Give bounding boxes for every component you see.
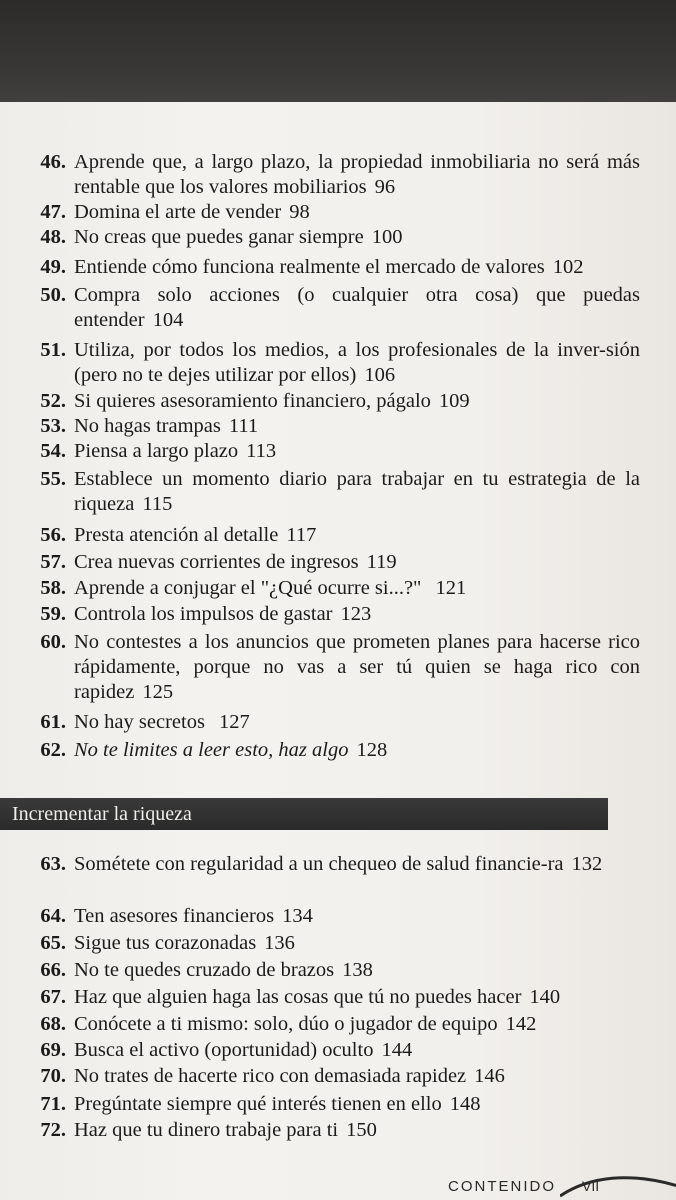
entry-page: 96: [374, 176, 396, 198]
entry-page: 104: [152, 309, 184, 331]
entry-text: [74, 338, 640, 388]
entry-number: 51.: [40, 339, 66, 361]
entry-text: [74, 710, 640, 735]
entry-page: 113: [246, 440, 277, 462]
entry-page: 142: [505, 1013, 537, 1035]
entry-number: 63.: [40, 853, 66, 875]
section-header: Incrementar la riqueza: [0, 798, 608, 830]
entry-title: Busca el activo (oportunidad) oculto: [74, 1039, 374, 1061]
entry-title: Presta atención al detalle: [74, 524, 279, 546]
entry-text: [74, 1038, 640, 1063]
entry-page: 148: [449, 1093, 481, 1115]
entry-text: [74, 1092, 640, 1117]
entry-page: 134: [282, 905, 313, 927]
entry-number: 47.: [40, 201, 66, 223]
entry-page: 146: [474, 1065, 505, 1087]
entry-title: Domina el arte de vender: [74, 201, 282, 223]
entry-text: [74, 255, 640, 280]
entry-number: 50.: [40, 284, 66, 306]
entry-page: 140: [529, 986, 561, 1008]
entry-text: [74, 439, 640, 464]
toc-entry-69: [26, 1038, 626, 1063]
entry-title: Conócete a ti mismo: solo, dúo o jugador de equipo: [74, 1013, 498, 1035]
toc-entry-60: [26, 630, 640, 708]
entry-page: 121: [435, 577, 467, 599]
entry-text: [74, 1064, 640, 1089]
toc-entry-68: [26, 1012, 626, 1037]
running-footer: [448, 1178, 599, 1195]
entry-number: 66.: [40, 959, 66, 981]
toc-entry-56: [26, 523, 626, 548]
entry-title: No trates de hacerte rico con demasiada rapidez: [74, 1065, 467, 1087]
entry-text: [74, 630, 640, 705]
entry-title: No hagas trampas: [74, 415, 221, 437]
entry-number: 48.: [40, 226, 66, 248]
entry-text: [74, 985, 640, 1010]
entry-number: 62.: [40, 739, 66, 761]
entry-text: [74, 550, 640, 575]
toc-entry-46: [26, 150, 640, 200]
toc-entry-55: [26, 467, 640, 517]
toc-entry-66: [26, 958, 626, 983]
entry-text: [74, 852, 640, 877]
entry-page: 138: [342, 959, 373, 981]
toc-entry-47: [26, 200, 626, 225]
entry-text: [74, 150, 640, 200]
entry-title: Compra solo acciones (o cualquier otra cosa) que puedas entender: [74, 284, 640, 331]
entry-title: Aprende a conjugar el "¿Qué ocurre si...?": [74, 577, 422, 599]
entry-title: Sigue tus corazonadas: [74, 932, 257, 954]
entry-page: 117: [286, 524, 317, 546]
entry-page: 106: [364, 364, 396, 386]
toc-entry-72: [26, 1118, 626, 1143]
entry-number: 55.: [40, 468, 66, 490]
entry-text: [74, 283, 640, 333]
footer-label: CONTENIDO: [448, 1178, 556, 1195]
entry-page: 119: [366, 551, 397, 573]
entry-number: 54.: [40, 440, 66, 462]
toc-entry-59: [26, 602, 626, 627]
entry-text: [74, 414, 640, 439]
entry-title: No contestes a los anuncios que prometen planes para hacerse rico rápidamente, porque no vas a ser tú quien se haga rico con rapidez: [74, 631, 640, 703]
entry-number: 72.: [40, 1119, 66, 1141]
entry-title: Piensa a largo plazo: [74, 440, 239, 462]
entry-title: No te quedes cruzado de brazos: [74, 959, 335, 981]
entry-number: 67.: [40, 986, 66, 1008]
entry-title: Aprende que, a largo plazo, la propiedad inmobiliaria no será más rentable que los valores mobiliarios: [74, 151, 640, 198]
toc-entry-54: [26, 439, 626, 464]
entry-title: Entiende cómo funciona realmente el mercado de valores: [74, 256, 545, 278]
toc-entry-63: [26, 852, 626, 902]
toc-entry-51: [26, 338, 640, 388]
entry-text: [74, 1118, 640, 1143]
entry-number: 46.: [40, 151, 66, 173]
entry-page: 150: [346, 1119, 377, 1141]
entry-number: 57.: [40, 551, 66, 573]
entry-title: Pregúntate siempre qué interés tienen en ello: [74, 1093, 442, 1115]
entry-page: 132: [571, 853, 603, 875]
toc-entry-67: [26, 985, 626, 1010]
entry-text: [74, 602, 640, 627]
toc-entry-64: [26, 904, 626, 929]
entry-title: Crea nuevas corrientes de ingresos: [74, 551, 359, 573]
entry-page: 136: [264, 932, 295, 954]
entry-title: No creas que puedes ganar siempre: [74, 226, 364, 248]
dark-background-band: [0, 0, 676, 110]
entry-number: 60.: [40, 631, 66, 653]
entry-number: 52.: [40, 390, 66, 412]
entry-number: 70.: [40, 1065, 66, 1087]
entry-page: 115: [142, 493, 173, 515]
book-page: [0, 102, 676, 1200]
entry-number: 58.: [40, 577, 66, 599]
entry-title: No hay secretos: [74, 711, 205, 733]
entry-page: 125: [142, 681, 174, 703]
entry-number: 49.: [40, 256, 66, 278]
entry-number: 69.: [40, 1039, 66, 1061]
entry-title: Ten asesores financieros: [74, 905, 275, 927]
entry-text: [74, 225, 640, 250]
entry-number: 65.: [40, 932, 66, 954]
entry-text: [74, 389, 640, 414]
toc-entry-71: [26, 1092, 626, 1117]
toc-entry-50: [26, 283, 640, 333]
entry-text: [74, 931, 640, 956]
entry-text: [74, 1012, 640, 1037]
entry-text: [74, 576, 640, 601]
toc-entry-48: [26, 225, 626, 250]
entry-number: 68.: [40, 1013, 66, 1035]
entry-number: 71.: [40, 1093, 66, 1115]
entry-text: [74, 200, 640, 225]
entry-text: [74, 958, 640, 983]
toc-entry-61: [26, 710, 626, 735]
entry-page: 100: [371, 226, 403, 248]
entry-title: Haz que alguien haga las cosas que tú no puedes hacer: [74, 986, 522, 1008]
entry-title: No te limites a leer esto, haz algo: [74, 739, 349, 761]
entry-number: 61.: [40, 711, 66, 733]
entry-title: Si quieres asesoramiento financiero, págalo: [74, 390, 431, 412]
toc-entry-70: [26, 1064, 626, 1089]
entry-title: Controla los impulsos de gastar: [74, 603, 333, 625]
toc-entry-49: [26, 255, 626, 280]
entry-page: 111: [228, 415, 259, 437]
entry-number: 53.: [40, 415, 66, 437]
entry-page: 98: [289, 201, 310, 223]
entry-text: [74, 904, 640, 929]
toc-entry-62: [26, 738, 626, 763]
entry-number: 64.: [40, 905, 66, 927]
toc-entry-58: [26, 576, 626, 601]
entry-text: [74, 738, 640, 763]
entry-title: Utiliza, por todos los medios, a los profesionales de la inver-sión (pero no te dejes utilizar por ellos): [74, 339, 640, 386]
entry-text: [74, 523, 640, 548]
entry-page: 123: [340, 603, 372, 625]
entry-title: Sométete con regularidad a un chequeo de salud financie-ra: [74, 853, 564, 875]
entry-number: 59.: [40, 603, 66, 625]
entry-page: 102: [552, 256, 584, 278]
entry-text: [74, 467, 640, 517]
toc-entry-65: [26, 931, 626, 956]
entry-page: 144: [381, 1039, 413, 1061]
entry-title: Establece un momento diario para trabajar en tu estrategia de la riqueza: [74, 468, 640, 515]
entry-number: 56.: [40, 524, 66, 546]
toc-entry-53: [26, 414, 626, 439]
entry-page: 128: [356, 739, 388, 761]
toc-entry-57: [26, 550, 626, 575]
footer-page-number: VII: [582, 1178, 600, 1194]
toc-entry-52: [26, 389, 626, 414]
entry-page: 127: [218, 711, 250, 733]
entry-title: Haz que tu dinero trabaje para ti: [74, 1119, 339, 1141]
entry-page: 109: [438, 390, 470, 412]
